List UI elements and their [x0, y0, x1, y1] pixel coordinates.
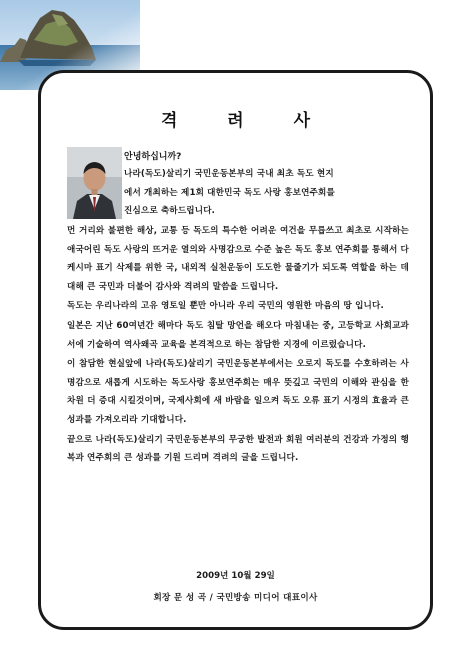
body-paragraph: 독도는 우리나라의 고유 영토일 뿐만 아니라 우리 국민의 영원한 마음의 땅 입니다. — [67, 301, 384, 312]
intro-line: 에서 개최하는 제1회 대한민국 독도 사랑 홍보연주회를 — [124, 187, 335, 198]
author-portrait — [67, 147, 122, 219]
letter-frame — [38, 70, 433, 630]
body-paragraph: 일본은 지난 60여년간 해마다 독도 침탈 망언을 해오다 마침내는 중, 고등학교 사회교과서에 기술하여 역사왜곡 교육을 본격적으로 하는 참담한 지경에 이르렀습니다. — [67, 320, 409, 350]
intro-line: 나라(독도)살리기 국민운동본부의 국내 최초 독도 현지 — [124, 169, 334, 179]
signature-line: 회장 문 성 곡 / 국민방송 미디어 대표이사 — [153, 593, 318, 603]
document-title: 격 려 사 — [160, 111, 333, 131]
intro-paragraph — [124, 165, 409, 221]
letter-date: 2009년 10월 29일 — [196, 571, 275, 581]
body-paragraph: 끝으로 나라(독도)살리기 국민운동본부의 무궁한 발전과 회원 여러분의 건강과 가정의 행복과 연주회의 큰 성과를 기원 드리며 격려의 글을 드립니다. — [67, 434, 409, 464]
letter-body — [67, 222, 409, 469]
greeting: 안녕하십니까? — [124, 152, 182, 162]
intro-line: 진심으로 축하드립니다. — [124, 206, 216, 217]
body-paragraph: 이 참담한 현실앞에 나라(독도)살리기 국민운동본부에서는 오로지 독도를 수호하려는 사명감으로 새롭게 시도하는 독도사랑 홍보연주회는 매우 뜻깊고 국민의 이해와 관심을 한 차원 더 증대 시킬것이며, 국제사회에 새 바람을 일으켜 독도 오류 표기 시정의 효율과 큰 성과를 가져오리라 기대합니다. — [67, 359, 409, 425]
body-paragraph: 먼 거리와 불편한 해상, 교통 등 독도의 특수한 어려운 여건을 무릅쓰고 최초로 시작하는 애국어린 독도 사랑의 뜨거운 열의와 사명감으로 수준 높은 독도 홍보 연주회를 통해서 다케시마 표기 삭제를 위한 국, 내외적 실천운동이 도도한 물줄기가 되도록 역할을 하는 데 대해 큰 국민과 더불어 감사와 격려의 말씀을 드립니다. — [67, 226, 409, 292]
